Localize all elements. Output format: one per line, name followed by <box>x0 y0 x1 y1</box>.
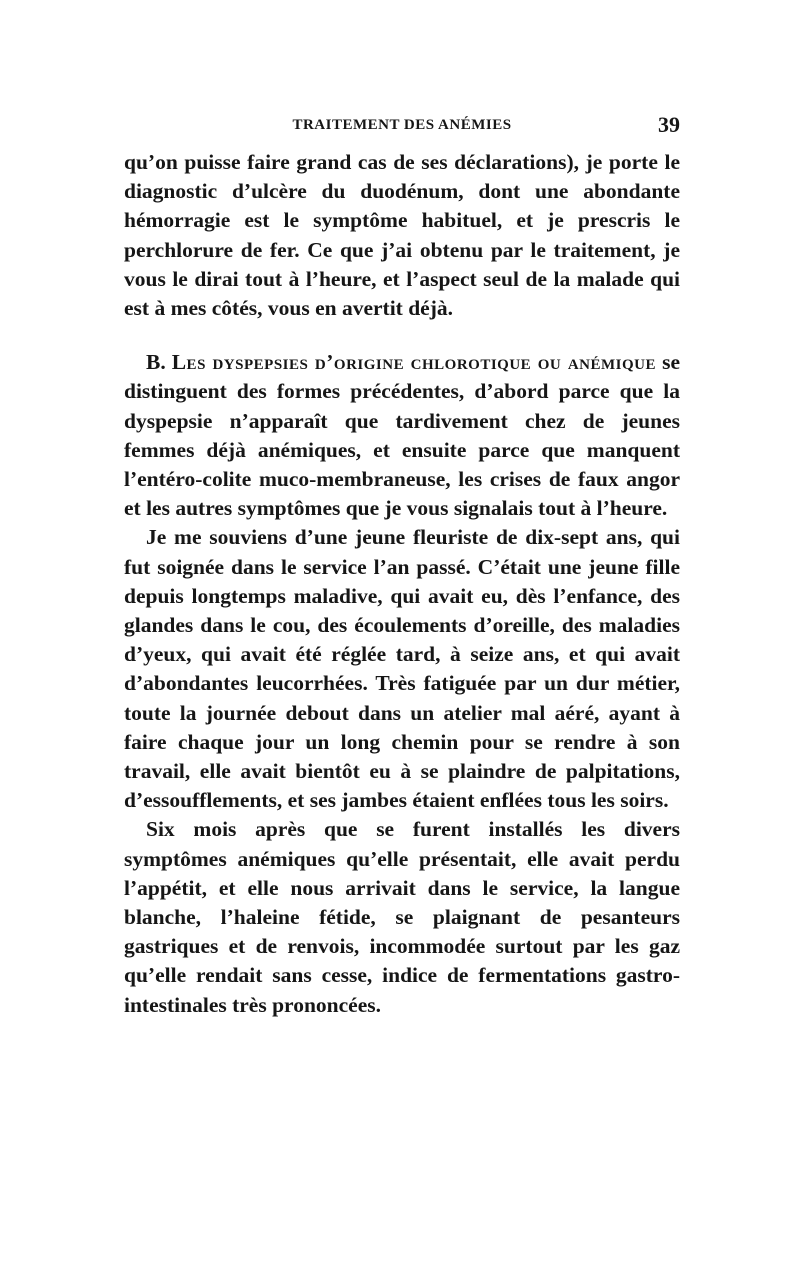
section-heading: Les dyspepsies d’origine chlorotique ou anémique <box>171 350 656 375</box>
paragraph: Six mois après que se furent installés les divers symptômes anémiques qu’elle présentait, elle avait perdu l’appétit, et elle nous arrivait dans le service, la langue blanche, l’haleine fétide, se plaignant de pesanteurs gastriques et de renvois, incommodée surtout par les gaz qu’elle rendait sans cesse, indice de fermentations gastro-intestinales très prononcées. <box>124 817 680 1017</box>
running-title: TRAITEMENT DES ANÉMIES <box>292 117 512 133</box>
section-paragraph-text: se distinguent des formes précédentes, d’abord parce que la dyspepsie n’apparaît que tardivement chez de jeunes femmes déjà anémiques, et ensuite parce que manquent l’entéro-colite muco-membraneuse, les crises de faux angor et les autres symptômes que je vous signalais tout à l’heure. <box>124 350 680 521</box>
page-number: 39 <box>658 112 680 137</box>
paragraph: Je me souviens d’une jeune fleuriste de dix-sept ans, qui fut soignée dans le service l’an passé. C’était une jeune fille depuis longtemps maladive, qui avait eu, dès l’enfance, des glandes dans le cou, des écoulements d’oreille, des maladies d’yeux, qui avait été réglée tard, à seize ans, et qui avait d’abondantes leucorrhées. Très fatiguée par un dur métier, toute la journée debout dans un atelier mal aéré, ayant à faire chaque jour un long chemin pour se rendre à son travail, elle avait bientôt eu à se plaindre de palpitations, d’essoufflements, et ses jambes étaient enflées tous les soirs. <box>124 525 680 813</box>
section-letter: B. <box>146 350 166 375</box>
body-text <box>124 148 680 1020</box>
page-header <box>124 112 680 141</box>
paragraph-continued: qu’on puisse faire grand cas de ses déclarations), je porte le diagnostic d’ulcère du duodénum, dont une abondante hémorragie est le symptôme habituel, et je prescris le perchlorure de fer. Ce que j’ai obtenu par le traitement, je vous le dirai tout à l’heure, et l’aspect seul de la malade qui est à mes côtés, vous en avertit déjà. <box>124 150 680 321</box>
section-paragraph <box>124 348 680 523</box>
